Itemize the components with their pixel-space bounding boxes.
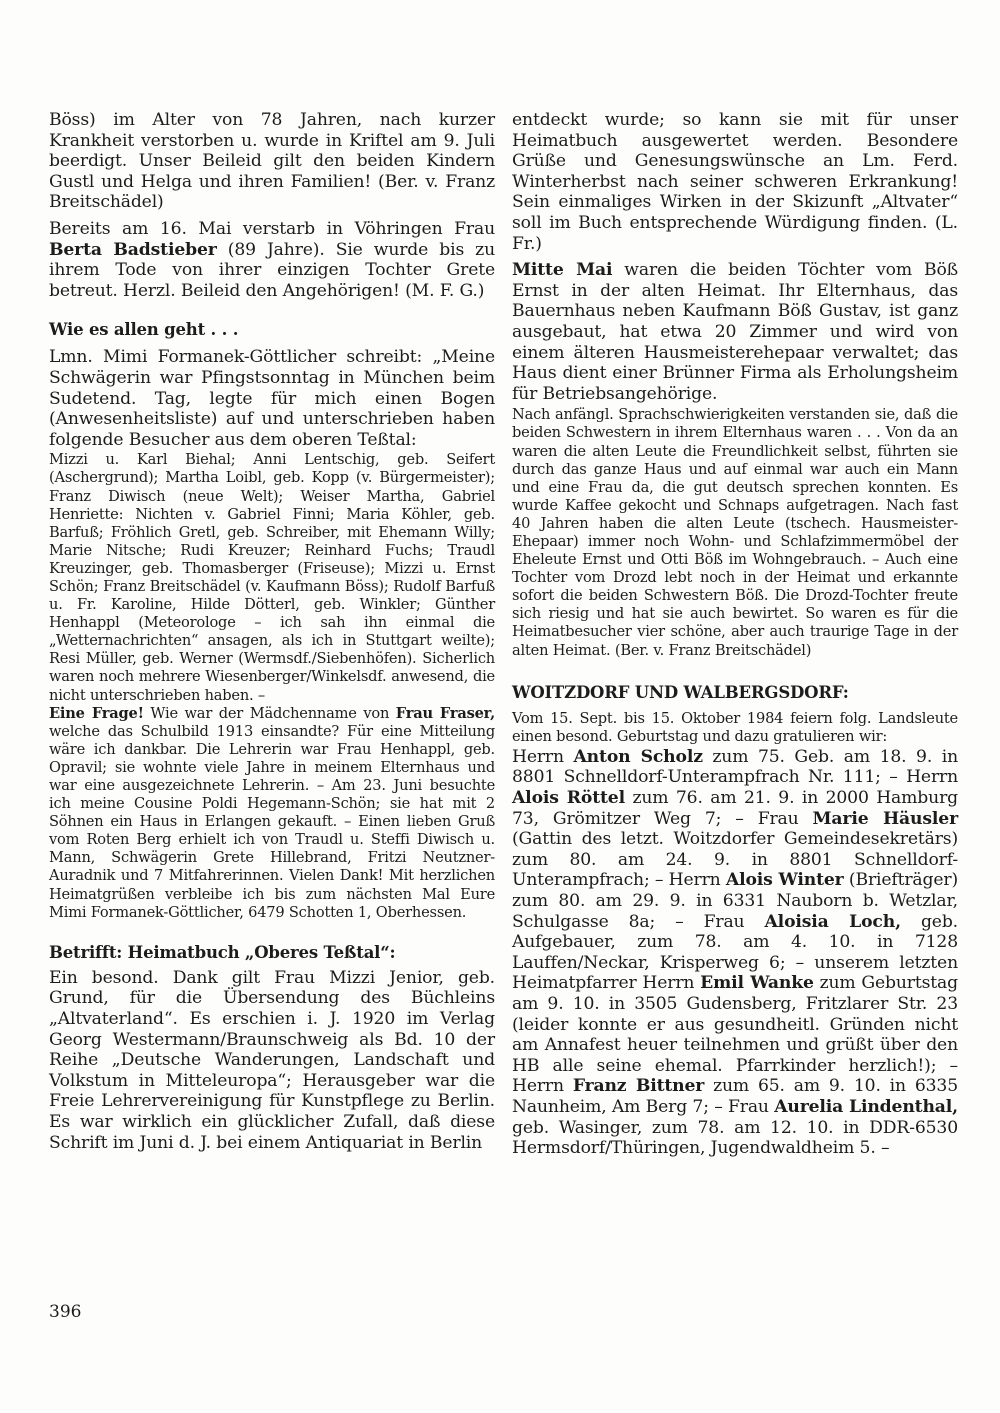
- person-name: Anton Scholz: [573, 746, 703, 767]
- obituary-badstieber-paragraph: [49, 219, 495, 301]
- bold-lead: Eine Frage!: [49, 704, 144, 722]
- question-paragraph: [49, 705, 495, 922]
- right-column: [512, 110, 958, 1159]
- page-number: 396: [49, 1302, 82, 1322]
- person-name: Aloisia Loch,: [764, 911, 901, 932]
- text-segment: welche das Schulbild 1913 einsandte? Für eine Mitteilung wäre ich dankbar. Die Lehrerin war Frau Henhappl, geb. Opravil; sie wohnte viele Jahre in meinem Elternhaus und war eine ausgezeichnete Lehrerin. – Am 23. Juni besuchte ich meine Cousine Poldi Hegemann-Schön; sie hat mit 2 Söhnen ein Haus in Erlangen gekauft. – Einen lieben Gruß vom Roten Berg erhielt ich von Traudl u. Steffi Diwisch u. Mann, Schwägerin Grete Hillebrand, Fritzi Neutzner-Auradnik und 7 Mitfahrerinnen. Vielen Dank! Mit herzlichen Heimatgrüßen verbleibe ich bis zum nächsten Mal Eure Mimi Formanek-Göttlicher, 6479 Schotten 1, Oberhessen.: [49, 722, 495, 921]
- text-segment: zum 65. am 9. 10. in 6335 Naunheim, Am Berg 7; – Frau: [512, 1076, 958, 1117]
- text-segment: waren die beiden Töchter vom Böß Ernst in der alten Heimat. Ihr Elternhaus, das Bauernhaus neben Kaufmann Böß Gustav, ist ganz ausgebaut, hat etwa 20 Zimmer und wird von einem älteren Hausmeisterehepaar verwaltet; das Haus dient einer Brünner Firma als Erholungsheim für Betriebsangehörige.: [512, 260, 958, 404]
- section-heading-heimatbuch: Betrifft: Heimatbuch „Oberes Teßtal“:: [49, 942, 396, 962]
- obituary-boess-paragraph: Böss) im Alter von 78 Jahren, nach kurzer Krankheit verstorben u. wurde in Kriftel am 9. Juli beerdigt. Unser Beileid gilt den beiden Kindern Gustl und Helga und ihren Familien! (Ber. v. Franz Breitschädel): [49, 110, 495, 213]
- text-segment: Herrn: [512, 746, 574, 767]
- visit-report-paragraph: Nach anfängl. Sprachschwierigkeiten verstanden sie, daß die beiden Schwestern in ihrem Elternhaus waren . . . Von da an waren die alten Leute die Freundlichkeit selbst, führten sie durch das ganze Haus und auf einmal war auch ein Mann und eine Frau da, die gut deutsch sprechen konnten. Es wurde Kaffee gekocht und Schnaps aufgetragen. Nach fast 40 Jahren haben die alten Leute (tschech. Hausmeister-Ehepaar) immer noch Wohn- und Schlafzimmermöbel der Eheleute Ernst und Otti Böß im Wohngebrauch. – Auch eine Tochter vom Drozd lebt noch in der Heimat und erkannte sofort die beiden Schwestern Böß. Die Drozd-Tochter freute sich riesig und hat sie auch bewirtet. So waren es für die Heimatbesucher vier schöne, aber auch traurige Tage in der alten Heimat. (Ber. v. Franz Breitschädel): [512, 406, 958, 659]
- text-segment: zum Geburtstag am 9. 10. in 3505 Gudensberg, Fritzlarer Str. 23 (leider konnte er aus gesundheitl. Gründen nicht am Annafest heuer teilnehmen und grüßt über den HB alle seine ehemal. Pfarrkinder herzlich!); – Herrn: [512, 973, 958, 1097]
- text-segment: zum 75. Geb. am 18. 9. in 8801 Schnelldorf-Unterampfrach Nr. 111; – Herrn: [512, 746, 958, 788]
- person-name: Aurelia Lindenthal,: [774, 1096, 959, 1117]
- text-segment: Wie war der Mädchenname von: [143, 704, 396, 722]
- text-segment: (Briefträger) zum 80. am 29. 9. in 6331 Nauborn b. Wetzlar, Schulgasse 8a; – Frau: [512, 870, 959, 932]
- text-segment: zum 76. am 21. 9. in 2000 Hamburg 73, Grömitzer Weg 7; – Frau: [512, 788, 958, 829]
- person-name: Emil Wanke: [700, 973, 814, 994]
- section-heading-woitzdorf: WOITZDORF UND WALBERGSDORF:: [512, 682, 849, 702]
- left-column: [49, 110, 495, 1153]
- heimatbuch-paragraph: Ein besond. Dank gilt Frau Mizzi Jenior, geb. Grund, für die Übersendung des Büchleins „Altvaterland“. Es erschien i. J. 1920 im Verlag Georg Westermann/Braunschweig als Bd. 10 der Reihe „Deutsche Wanderungen, Landschaft und Volkstum in Mitteleuropa“; Herausgeber war die Freie Lehrervereinigung für Kunstpflege zu Berlin. Es war wirklich ein glücklicher Zufall, daß diese Schrift im Juni d. J. bei einem Antiquariat in Berlin: [49, 967, 495, 1153]
- text-segment: (Gattin des letzt. Woitzdorfer Gemeindesekretärs) zum 80. am 24. 9. in 8801 Schnelldorf-Unterampfrach; – Herrn: [512, 829, 958, 891]
- mitte-mai-paragraph: [512, 260, 958, 404]
- text-segment: geb. Aufgebauer, zum 78. am 4. 10. in 7128 Lauffen/Neckar, Krisperweg 6; – unserem letzten Heimatpfarrer Herrn: [512, 911, 958, 994]
- person-name: Marie Häusler: [812, 808, 958, 829]
- section-heading-wie-es-allen-geht: Wie es allen geht . . .: [49, 320, 239, 340]
- text-segment: geb. Wasinger, zum 78. am 12. 10. in DDR-6530 Hermsdorf/Thüringen, Jugendwaldheim 5. –: [512, 1117, 958, 1159]
- person-name: Frau Fraser,: [395, 704, 495, 722]
- birthday-list-paragraph: [512, 747, 958, 1159]
- person-name: Berta Badstieber: [49, 239, 217, 260]
- bold-lead: Mitte Mai: [512, 260, 613, 281]
- heimatbuch-continued-paragraph: entdeckt wurde; so kann sie mit für unser Heimatbuch ausgewertet werden. Besondere Grüße und Genesungswünsche an Lm. Ferd. Winterherbst nach seiner schweren Erkrankung! Sein einmaliges Wirken in der Skizunft „Altvater“ soll im Buch entsprechende Würdigung finden. (L. Fr.): [512, 110, 958, 254]
- person-name: Alois Röttel: [512, 788, 625, 808]
- birthday-intro-paragraph: Vom 15. Sept. bis 15. Oktober 1984 feiern folg. Landsleute einen besond. Geburtstag und dazu gratulieren wir:: [512, 709, 958, 745]
- text-segment: (89 Jahre). Sie wurde bis zu ihrem Tode von ihrer einzigen Tochter Grete betreut. Herzl. Beileid den Angehörigen! (M. F. G.): [49, 239, 495, 301]
- text-segment: Bereits am 16. Mai verstarb in Vöhringen Frau: [49, 218, 495, 239]
- letter-intro-paragraph: Lmn. Mimi Formanek-Göttlicher schreibt: „Meine Schwägerin war Pfingstsonntag in München beim Sudetend. Tag, legte für mich einen Bogen (Anwesenheitsliste) auf und unterschrieben haben folgende Besucher aus dem oberen Teßtal:: [49, 347, 495, 450]
- visitor-list-paragraph: Mizzi u. Karl Biehal; Anni Lentschig, geb. Seifert (Aschergrund); Martha Loibl, geb. Kopp (v. Bürgermeister); Franz Diwisch (neue Welt); Weiser Martha, Gabriel Henriette: Nichten v. Gabriel Finni; Maria Köhler, geb. Barfuß; Fröhlich Gretl, geb. Schreiber, mit Ehemann Willy; Marie Nitsche; Rudi Kreuzer; Reinhard Fuchs; Traudl Kreuzinger, geb. Thomasberger (Friseuse); Mizzi u. Ernst Schön; Franz Breitschädel (v. Kaufmann Böss); Rudolf Barfuß u. Fr. Karoline, Hilde Dötterl, geb. Winkler; Günther Henhappl (Meteorologe – ich sah ihn einmal die „Wetternachrichten“ ansagen, als ich in Stuttgart weilte); Resi Müller, geb. Werner (Wermsdf./Siebenhöfen). Sicherlich waren noch mehrere Wiesenberger/Winkelsdf. anwesend, die nicht unterschrieben haben. –: [49, 451, 495, 704]
- person-name: Alois Winter: [725, 870, 844, 891]
- person-name: Franz Bittner: [572, 1076, 705, 1097]
